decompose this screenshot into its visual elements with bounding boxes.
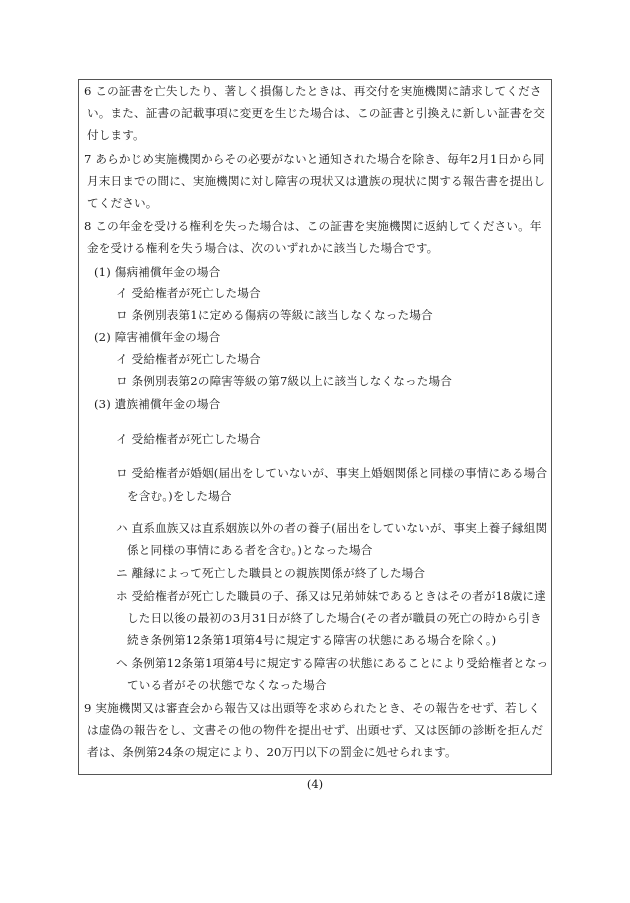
- subsection-3-item-ro-line-1: ロ 受給権者が婚姻(届出をしていないが、事実上婚姻関係と同様の事情にある場合: [116, 466, 548, 480]
- subsection-2-item-i: イ 受給権者が死亡した場合: [116, 352, 261, 366]
- item-8-line-2: 金を受ける権利を失う場合は、次のいずれかに該当した場合です。: [87, 241, 439, 255]
- subsection-3-item-he-line-2: ている者がその状態でなくなった場合: [127, 678, 327, 692]
- subsection-3-heading: (3) 遺族補償年金の場合: [94, 397, 221, 411]
- item-7-line-3: てください。: [87, 196, 158, 210]
- subsection-3-item-ha-line-1: ハ 直系血族又は直系姻族以外の者の養子(届出をしていないが、事実上養子縁組関: [116, 521, 548, 535]
- item-6-line-2: い。また、証書の記載事項に変更を生じた場合は、この証書と引換えに新しい証書を交: [87, 106, 546, 120]
- item-7-line-1: 7 あらかじめ実施機関からその必要がないと通知された場合を除き、毎年2月1日から同: [84, 152, 545, 166]
- subsection-3-item-he-line-1: ヘ 条例第12条第1項第4号に規定する障害の状態にあることにより受給権者となっ: [116, 656, 549, 670]
- subsection-3-item-ho-line-2: した日以後の最初の3月31日が終了した場合(その者が職員の死亡の時から引き: [127, 611, 542, 625]
- subsection-3-item-ha-line-2: 係と同様の事情にある者を含む。)となった場合: [127, 543, 373, 557]
- subsection-1-item-i: イ 受給権者が死亡した場合: [116, 286, 261, 300]
- item-9-line-3: 者は、条例第24条の規定により、20万円以下の罰金に処せられます。: [87, 745, 457, 759]
- subsection-1-item-ro: ロ 条例別表第1に定める傷病の等級に該当しなくなった場合: [116, 308, 433, 322]
- subsection-3-item-i: イ 受給権者が死亡した場合: [116, 432, 261, 446]
- subsection-2-heading: (2) 障害補償年金の場合: [94, 330, 221, 344]
- subsection-3-item-ro-line-2: を含む。)をした場合: [127, 489, 232, 503]
- page-number: (4): [306, 777, 324, 791]
- item-6-line-3: 付します。: [87, 128, 145, 142]
- item-9-line-2: は虚偽の報告をし、文書その他の物件を提出せず、出頭せず、又は医師の診断を拒んだ: [87, 723, 544, 737]
- subsection-3-item-ni: ニ 離縁によって死亡した職員との親族関係が終了した場合: [116, 566, 426, 580]
- item-9-line-1: 9 実施機関又は審査会から報告又は出頭等を求められたとき、その報告をせず、若しく: [84, 701, 541, 715]
- item-8-line-1: 8 この年金を受ける権利を失った場合は、この証書を実施機関に返納してください。年: [84, 219, 542, 233]
- subsection-2-item-ro: ロ 条例別表第2の障害等級の第7級以上に該当しなくなった場合: [116, 374, 452, 388]
- item-6-line-1: 6 この証書を亡失したり、著しく損傷したときは、再交付を実施機関に請求してくださ: [84, 84, 542, 98]
- item-7-line-2: 月末日までの間に、実施機関に対し障害の現状又は遺族の現状に関する報告書を提出し: [87, 174, 546, 188]
- subsection-3-item-ho-line-1: ホ 受給権者が死亡した職員の子、孫又は兄弟姉妹であるときはその者が18歳に達: [116, 589, 546, 603]
- subsection-3-item-ho-line-3: 続き条例第12条第1項第4号に規定する障害の状態にある場合を除く。): [127, 633, 497, 647]
- subsection-1-heading: (1) 傷病補償年金の場合: [94, 265, 221, 279]
